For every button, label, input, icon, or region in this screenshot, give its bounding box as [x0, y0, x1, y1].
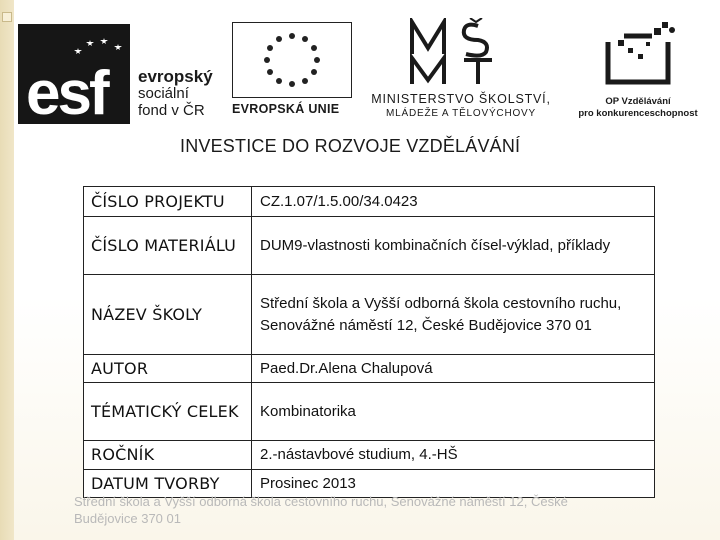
msmt-line-1: MINISTERSTVO ŠKOLSTVÍ,	[371, 92, 551, 106]
esf-logo-block	[18, 24, 130, 128]
slogan: INVESTICE DO ROZVOJE VZDĚLÁVÁNÍ	[180, 136, 521, 156]
row-label: AUTOR	[84, 355, 252, 383]
row-value: DUM9-vlastnosti kombinačních čísel-výklad, příklady	[252, 217, 655, 275]
row-value: CZ.1.07/1.5.00/34.0423	[252, 187, 655, 217]
msmt-logo	[358, 18, 564, 126]
footer-text: Střední škola a Vyšší odborná škola cestovního ruchu, Senovážné náměstí 12, České Budějovice 370 01	[74, 494, 568, 526]
row-value: 2.-nástavbové studium, 4.-HŠ	[252, 441, 655, 470]
row-label: TÉMATICKÝ CELEK	[84, 383, 252, 441]
table-row	[84, 441, 655, 470]
op-logo	[568, 18, 708, 126]
eu-logo	[232, 22, 350, 122]
row-value: Kombinatorika	[252, 383, 655, 441]
table-row	[84, 383, 655, 441]
row-value: Paed.Dr.Alena Chalupová	[252, 355, 655, 383]
op-line-1: OP Vzdělávání	[605, 96, 671, 107]
esf-line-3: fond v ČR	[138, 102, 205, 119]
eu-caption: EVROPSKÁ UNIE	[232, 102, 340, 116]
row-label: NÁZEV ŠKOLY	[84, 275, 252, 355]
table-row	[84, 275, 655, 355]
esf-logo-mark: esf	[26, 59, 107, 128]
row-label: DATUM TVORBY	[84, 470, 252, 498]
row-label: ČÍSLO MATERIÁLU	[84, 217, 252, 275]
esf-logo-text	[138, 68, 213, 119]
project-info-table	[83, 186, 655, 498]
op-line-2: pro konkurenceschopnost	[578, 108, 698, 119]
row-value: Prosinec 2013	[252, 470, 655, 498]
esf-line-1: evropský	[138, 67, 213, 86]
row-label: ČÍSLO PROJEKTU	[84, 187, 252, 217]
table-row	[84, 187, 655, 217]
row-value: Střední škola a Vyšší odborná škola cestovního ruchu, Senovážné náměstí 12, České Budějovice 370 01	[252, 275, 655, 355]
msmt-line-2: MLÁDEŽE A TĚLOVÝCHOVY	[386, 108, 536, 119]
table-row	[84, 217, 655, 275]
op-mark-icon	[594, 18, 682, 90]
margin-mark	[2, 12, 12, 22]
eu-flag-icon	[232, 22, 352, 98]
msmt-mark-icon	[408, 18, 518, 88]
esf-logo	[18, 10, 218, 128]
row-label: ROČNÍK	[84, 441, 252, 470]
esf-stars-icon	[18, 24, 130, 64]
esf-line-2: sociální	[138, 85, 189, 102]
table-row	[84, 355, 655, 383]
page-margin-strip	[0, 0, 14, 540]
